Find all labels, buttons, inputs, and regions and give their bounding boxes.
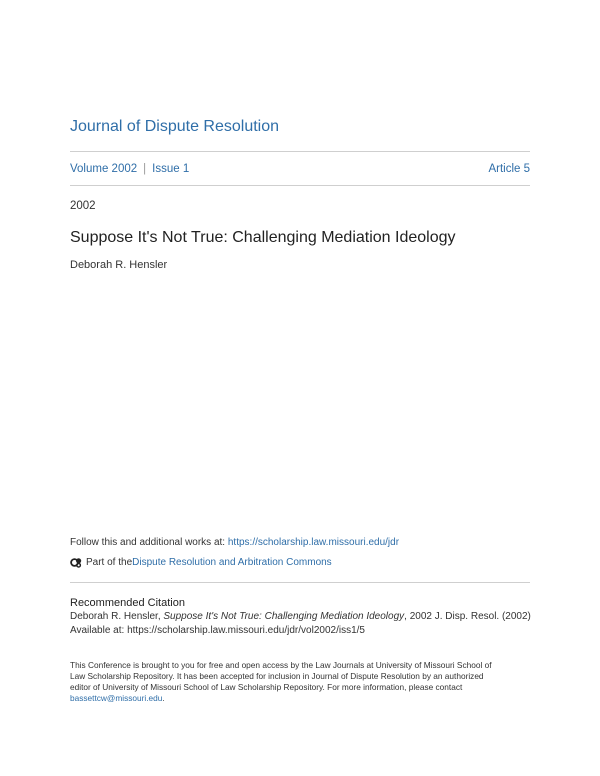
citation-heading: Recommended Citation (70, 597, 185, 609)
paper-author: Deborah R. Hensler (70, 259, 168, 271)
divider-citation (70, 582, 530, 583)
article-link[interactable]: Article 5 (488, 163, 530, 175)
citation-rest: , 2002 J. Disp. Resol. (2002) (404, 611, 531, 622)
footer-line-2: Law Scholarship Repository. It has been accepted for inclusion in Journal of Dispute Resolution by an authorized (70, 671, 484, 681)
journal-title[interactable]: Journal of Dispute Resolution (70, 118, 280, 135)
paper-title: Suppose It's Not True: Challenging Mediation Ideology (70, 229, 456, 246)
footer-line-3: editor of University of Missouri School of Law Scholarship Repository. For more information, please contact (70, 682, 463, 692)
publication-year: 2002 (70, 200, 96, 212)
follow-line (70, 537, 399, 548)
commons-link[interactable]: Dispute Resolution and Arbitration Commons (132, 557, 332, 568)
follow-prefix: Follow this and additional works at: (70, 537, 228, 548)
separator: | (143, 163, 147, 175)
contact-email-link[interactable]: bassettcw@missouri.edu (70, 693, 163, 703)
citation-author: Deborah R. Hensler, (70, 611, 164, 622)
part-of-line (70, 556, 332, 569)
network-commons-icon (70, 556, 83, 569)
footer-notice (70, 660, 540, 704)
volume-issue-row (70, 163, 530, 175)
issue-link[interactable]: Issue 1 (152, 163, 190, 175)
citation-available: Available at: https://scholarship.law.missouri.edu/jdr/vol2002/iss1/5 (70, 625, 365, 636)
follow-url-link[interactable]: https://scholarship.law.missouri.edu/jdr (227, 537, 400, 548)
divider-top (70, 151, 530, 152)
volume-link[interactable]: Volume 2002 (70, 163, 138, 175)
footer-line-1: This Conference is brought to you for free and open access by the Law Journals at University of Missouri School of (70, 660, 492, 670)
footer-line-4 (70, 693, 540, 704)
footer-period: . (162, 693, 165, 703)
divider-bottom (70, 185, 530, 186)
citation-line (70, 611, 531, 622)
partof-prefix: Part of the (86, 557, 133, 568)
citation-title: Suppose It's Not True: Challenging Mediation Ideology (163, 611, 405, 622)
